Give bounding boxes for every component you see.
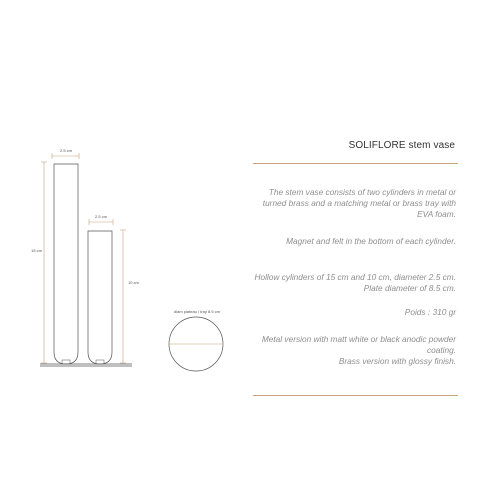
metal-version-paragraph: Metal version with matt white or black anodic powder coating.: [261, 334, 456, 355]
bottom-divider: [253, 395, 458, 396]
magnet-paragraph: Magnet and felt in the bottom of each cylinder.: [286, 236, 456, 246]
tall-width-label: 2.5 cm: [59, 148, 73, 153]
brass-version-paragraph: Brass version with glossy finish.: [338, 356, 456, 366]
dimensions-paragraph: Hollow cylinders of 15 cm and 10 cm, diameter 2.5 cm. Plate diameter of 8.5 cm.: [254, 272, 456, 293]
short-width-dimension: [89, 214, 113, 225]
short-cylinder: [88, 231, 112, 364]
short-height-label: 10 cm: [128, 280, 139, 285]
tall-cylinder: [54, 164, 78, 364]
plate-label: diam plateau / tray 8.5 cm: [173, 309, 221, 314]
tall-height-dimension: [31, 162, 47, 363]
product-title: SOLIFLORE stem vase: [348, 140, 455, 151]
tall-height-label: 15 cm: [31, 248, 42, 253]
description-paragraph: The stem vase consists of two cylinders in metal or turned brass and a matching metal or brass tray with EVA foam.: [262, 187, 456, 219]
title-divider: [253, 163, 458, 164]
tall-width-dimension: [52, 148, 79, 159]
weight-paragraph: Poids : 310 gr: [404, 307, 456, 317]
tall-cylinder-magnet: [62, 360, 70, 364]
short-width-label: 2.5 cm: [94, 214, 108, 219]
short-height-dimension: [120, 230, 140, 363]
short-cylinder-magnet: [96, 360, 104, 364]
